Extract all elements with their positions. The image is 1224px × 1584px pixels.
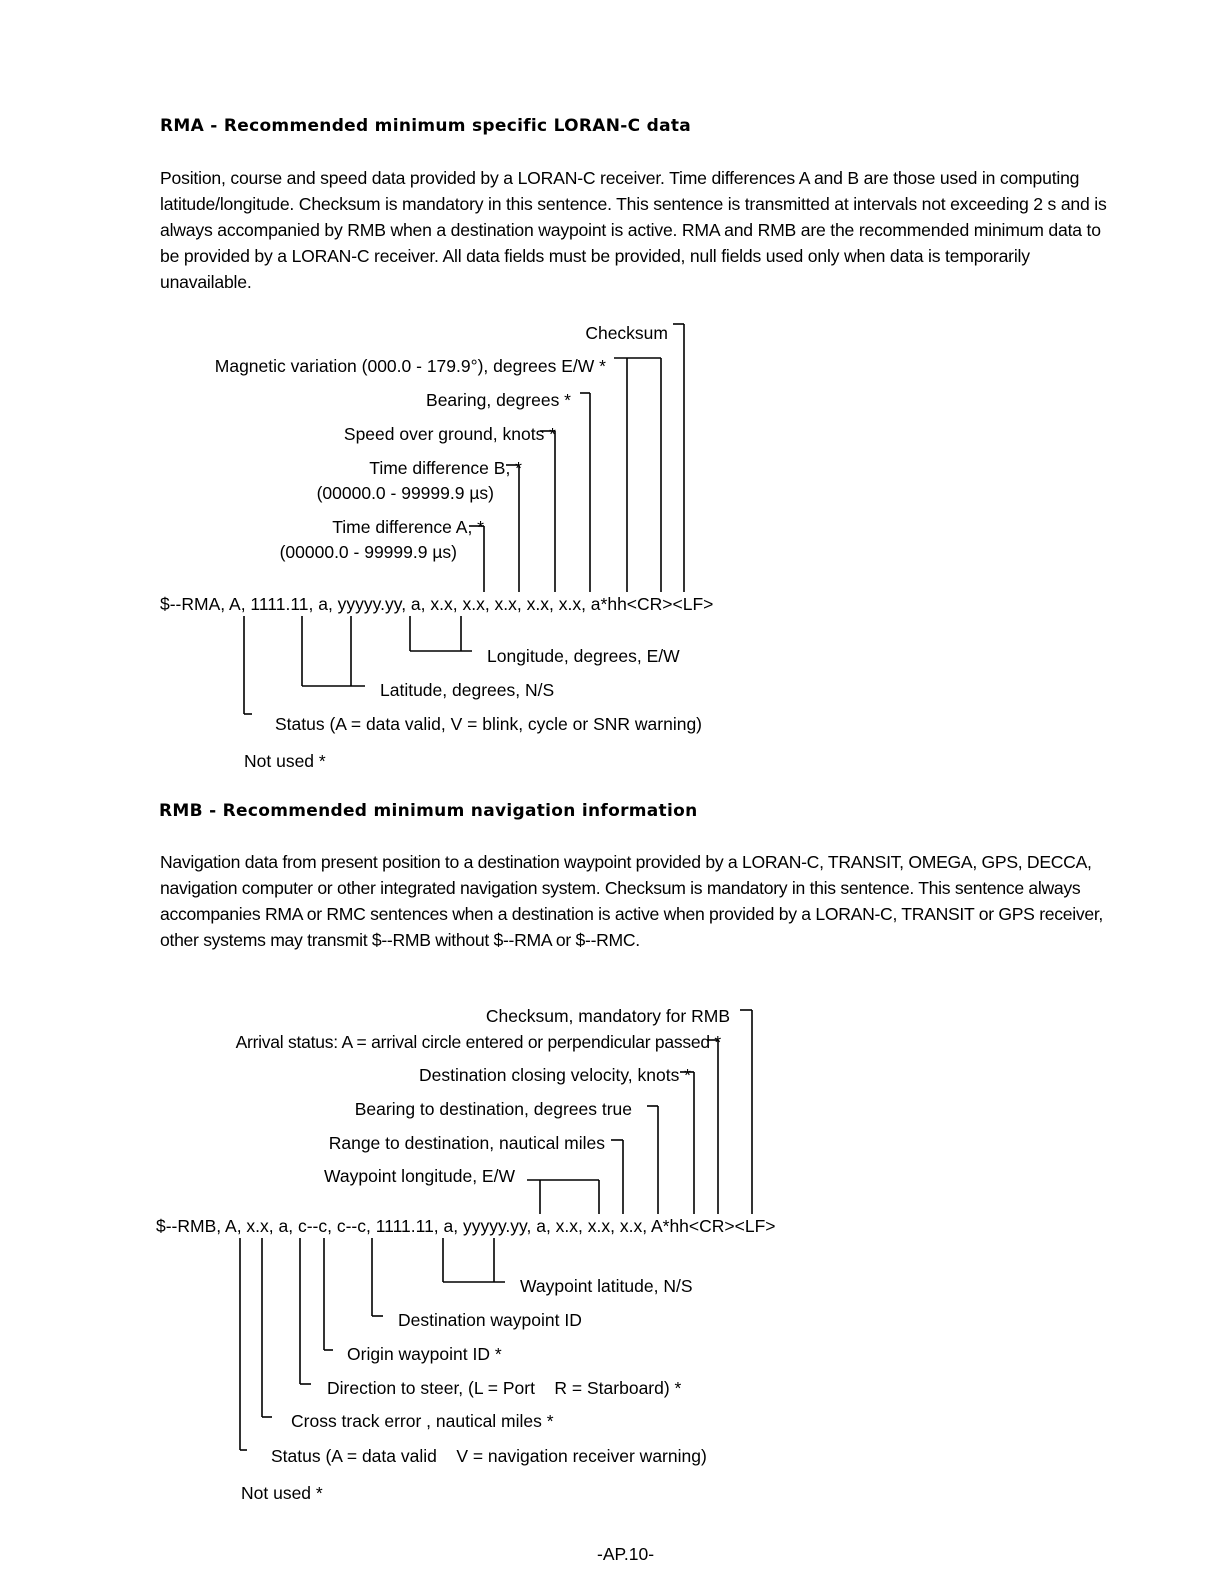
- rma-time-diff-a-label: Time difference A, *: [332, 517, 484, 537]
- rmb-xte-label: Cross track error , nautical miles *: [291, 1411, 554, 1431]
- rmb-dest-wp-id-label: Destination waypoint ID: [398, 1310, 582, 1330]
- rma-longitude-label: Longitude, degrees, E/W: [487, 646, 680, 666]
- rmb-heading: RMB - Recommended minimum navigation information: [159, 801, 698, 821]
- rma-paragraph: Position, course and speed data provided by a LORAN-C receiver. Time differences A and B are those used in computing latitude/longitude. Checksum is mandatory in this sentence. This sentence is transmitted at intervals not exceeding 2 s and is always accompanied by RMB when a destination waypoint is active. RMA and RMB are the recommended minimum data to be provided by a LORAN-C receiver. All data fields must be provided, null fields used only when data is temporarily unavailable.: [160, 168, 1107, 292]
- rmb-arrival-status-label: Arrival status: A = arrival circle entered or perpendicular passed *: [235, 1032, 721, 1052]
- rmb-checksum-label: Checksum, mandatory for RMB: [485, 1006, 730, 1026]
- rma-upper-connectors: [469, 324, 684, 592]
- rmb-bearing-label: Bearing to destination, degrees true: [354, 1099, 632, 1119]
- rma-time-diff-b-range: (00000.0 - 99999.9 µs): [316, 483, 494, 503]
- rma-status-label: Status (A = data valid, V = blink, cycle or SNR warning): [275, 714, 702, 734]
- rmb-upper-connectors: [527, 1010, 752, 1214]
- rmb-not-used-label: Not used *: [241, 1483, 323, 1503]
- rma-latitude-label: Latitude, degrees, N/S: [380, 680, 555, 700]
- page-number: -AP.10-: [597, 1544, 655, 1564]
- rmb-origin-wp-id-label: Origin waypoint ID *: [347, 1344, 502, 1364]
- rmb-sentence-format: $--RMB, A, x.x, a, c--c, c--c, 1111.11, a, yyyyy.yy, a, x.x, x.x, x.x, A*hh<CR><LF>: [156, 1216, 776, 1236]
- rmb-wp-longitude-label: Waypoint longitude, E/W: [324, 1166, 515, 1186]
- rma-time-diff-b-label: Time difference B, *: [369, 458, 522, 478]
- rma-checksum-label: Checksum: [585, 323, 668, 343]
- rma-lower-connectors: [244, 616, 472, 714]
- rmb-wp-latitude-label: Waypoint latitude, N/S: [520, 1276, 693, 1296]
- rma-time-diff-a-range: (00000.0 - 99999.9 µs): [279, 542, 457, 562]
- rma-magnetic-variation-label: Magnetic variation (000.0 - 179.9°), degrees E/W *: [214, 356, 606, 376]
- rma-sentence-format: $--RMA, A, 1111.11, a, yyyyy.yy, a, x.x, x.x, x.x, x.x, x.x, a*hh<CR><LF>: [160, 594, 714, 614]
- rma-speed-label: Speed over ground, knots *: [343, 424, 556, 444]
- rmb-range-label: Range to destination, nautical miles: [328, 1133, 605, 1153]
- rmb-paragraph: Navigation data from present position to a destination waypoint provided by a LORAN-C, TRANSIT, OMEGA, GPS, DECCA, navigation computer or other integrated navigation system. Checksum is mandatory in this sentence. This sentence always accompanies RMA or RMC sentences when a destination is active when provided by a LORAN-C, TRANSIT or GPS receiver, other systems may transmit $--RMB without $--RMA or $--RMC.: [160, 852, 1104, 950]
- rma-not-used-label: Not used *: [244, 751, 326, 771]
- rmb-lower-connectors: [240, 1238, 505, 1450]
- rma-heading: RMA - Recommended minimum specific LORAN-C data: [160, 116, 692, 136]
- rmb-status-label: Status (A = data valid V = navigation receiver warning): [271, 1446, 707, 1466]
- rmb-direction-label: Direction to steer, (L = Port R = Starboard) *: [327, 1378, 682, 1398]
- rmb-closing-velocity-label: Destination closing velocity, knots *: [418, 1065, 691, 1085]
- rma-bearing-label: Bearing, degrees *: [426, 390, 571, 410]
